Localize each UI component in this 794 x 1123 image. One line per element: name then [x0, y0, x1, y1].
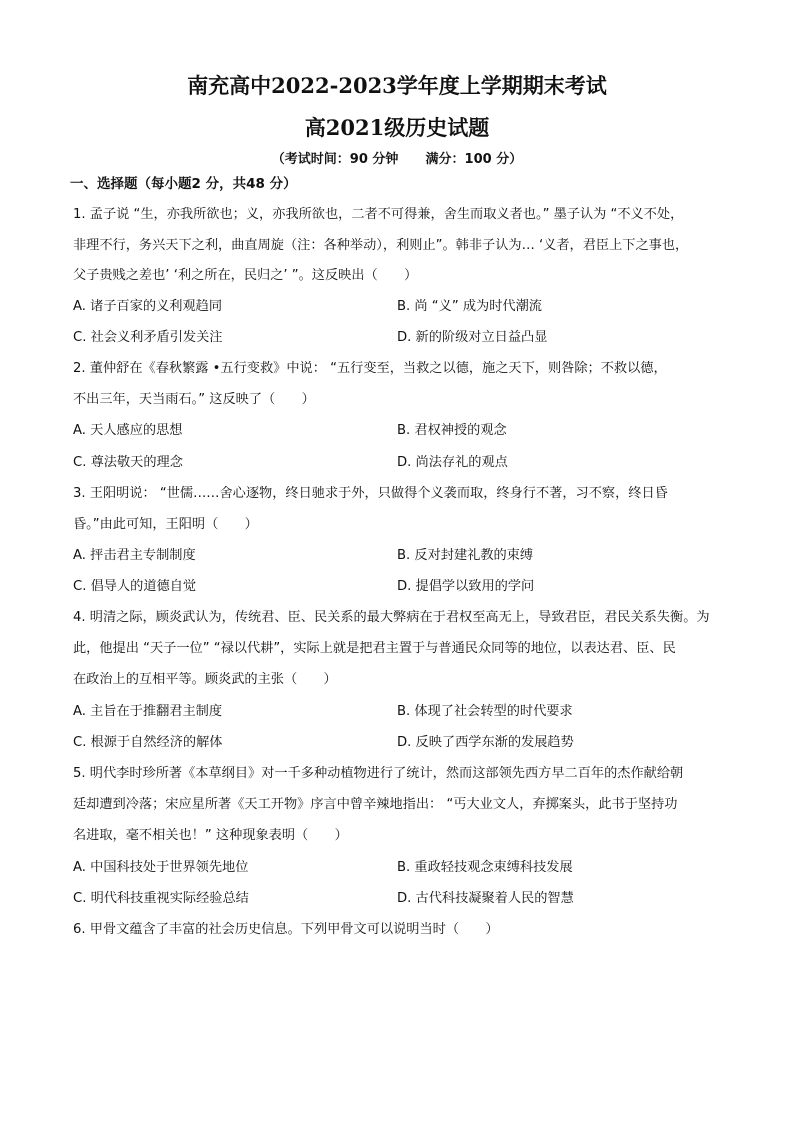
- question-1-option-b: B. 尚 “义” 成为时代潮流: [397, 299, 542, 314]
- question-2-line-1: 2. 董仲舒在《春秋繁露 •五行变救》中说： “五行变至，当救之以德，施之天下，则咎除；不救以德，: [73, 361, 667, 376]
- exam-subject-title: 高2021级历史试题: [304, 115, 490, 140]
- question-5-line-2: 廷却遭到冷落；宋应星所著《天工开物》序言中曾辛辣地指出： “丐大业文人，弃掷案头，此书于坚持功: [73, 797, 678, 812]
- question-2-line-2: 不出三年，天当雨石。” 这反映了（ ）: [73, 392, 315, 407]
- exam-info: （考试时间：90 分钟 满分：100 分）: [271, 152, 523, 167]
- question-1-option-a: A. 诸子百家的义利观趋同: [73, 299, 223, 314]
- question-4-line-2: 此，他提出 “天子一位” “禄以代耕”，实际上就是把君主置于与普通民众同等的地位，以表达君、臣、民: [73, 641, 676, 656]
- question-3-option-a: A. 抨击君主专制制度: [73, 548, 196, 563]
- question-5-line-3: 名进取，毫不相关也！” 这种现象表明（ ）: [73, 828, 348, 843]
- question-4-option-c: C. 根源于自然经济的解体: [73, 735, 223, 750]
- question-3-line-1: 3. 王阳明说： “世儒……舍心逐物，终日驰求于外，只做得个义袭而取，终身行不著，习不察，终日昏: [73, 486, 668, 501]
- question-1-line-3: 父子贵贱之差也’ ‘利之所在，民归之’ ”。这反映出（ ）: [73, 268, 418, 283]
- question-4-option-b: B. 体现了社会转型的时代要求: [397, 704, 573, 719]
- question-3-option-c: C. 倡导人的道德自觉: [73, 579, 197, 594]
- question-2-option-b: B. 君权神授的观念: [397, 423, 507, 438]
- question-5-line-1: 5. 明代李时珍所著《本草纲目》对一千多种动植物进行了统计，然而这部领先西方早二百年的杰作献给朝: [73, 766, 684, 781]
- section-heading: 一、选择题（每小题2 分，共48 分）: [70, 176, 297, 192]
- question-6-line-1: 6. 甲骨文蕴含了丰富的社会历史信息。下列甲骨文可以说明当时（ ）: [73, 922, 499, 937]
- question-4-option-d: D. 反映了西学东渐的发展趋势: [397, 735, 574, 750]
- question-1-option-d: D. 新的阶级对立日益凸显: [397, 330, 548, 345]
- question-1-line-2: 非理不行，务兴天下之利，曲直周旋（注：各种举动），利则止”。韩非子认为… ‘义者，君臣上下之事也，: [73, 238, 689, 253]
- question-2-option-a: A. 天人感应的思想: [73, 423, 183, 438]
- question-3-option-d: D. 提倡学以致用的学问: [397, 579, 535, 594]
- question-5-option-b: B. 重政轻技观念束缚科技发展: [397, 860, 573, 875]
- question-5-option-d: D. 古代科技凝聚着人民的智慧: [397, 891, 574, 906]
- question-4-line-3: 在政治上的互相平等。顾炎武的主张（ ）: [73, 672, 337, 687]
- question-2-option-d: D. 尚法存礼的观点: [397, 455, 508, 470]
- question-5-option-c: C. 明代科技重视实际经验总结: [73, 891, 249, 906]
- question-3-option-b: B. 反对封建礼教的束缚: [397, 548, 534, 563]
- question-4-line-1: 4. 明清之际，顾炎武认为，传统君、臣、民关系的最大弊病在于君权至高无上，导致君臣，君民关系失衡。为: [73, 610, 710, 625]
- question-4-option-a: A. 主旨在于推翻君主制度: [73, 704, 223, 719]
- question-5-option-a: A. 中国科技处于世界领先地位: [73, 860, 249, 875]
- exam-title: 南充高中2022-2023学年度上学期期末考试: [187, 73, 607, 98]
- question-2-option-c: C. 尊法敬天的理念: [73, 455, 183, 470]
- question-3-line-2: 昏。”由此可知，王阳明（ ）: [73, 517, 258, 532]
- question-1-line-1: 1. 孟子说 “生，亦我所欲也；义，亦我所欲也，二者不可得兼，舍生而取义者也。” 墨子认为 “不义不处，: [73, 207, 684, 222]
- question-1-option-c: C. 社会义利矛盾引发关注: [73, 330, 223, 345]
